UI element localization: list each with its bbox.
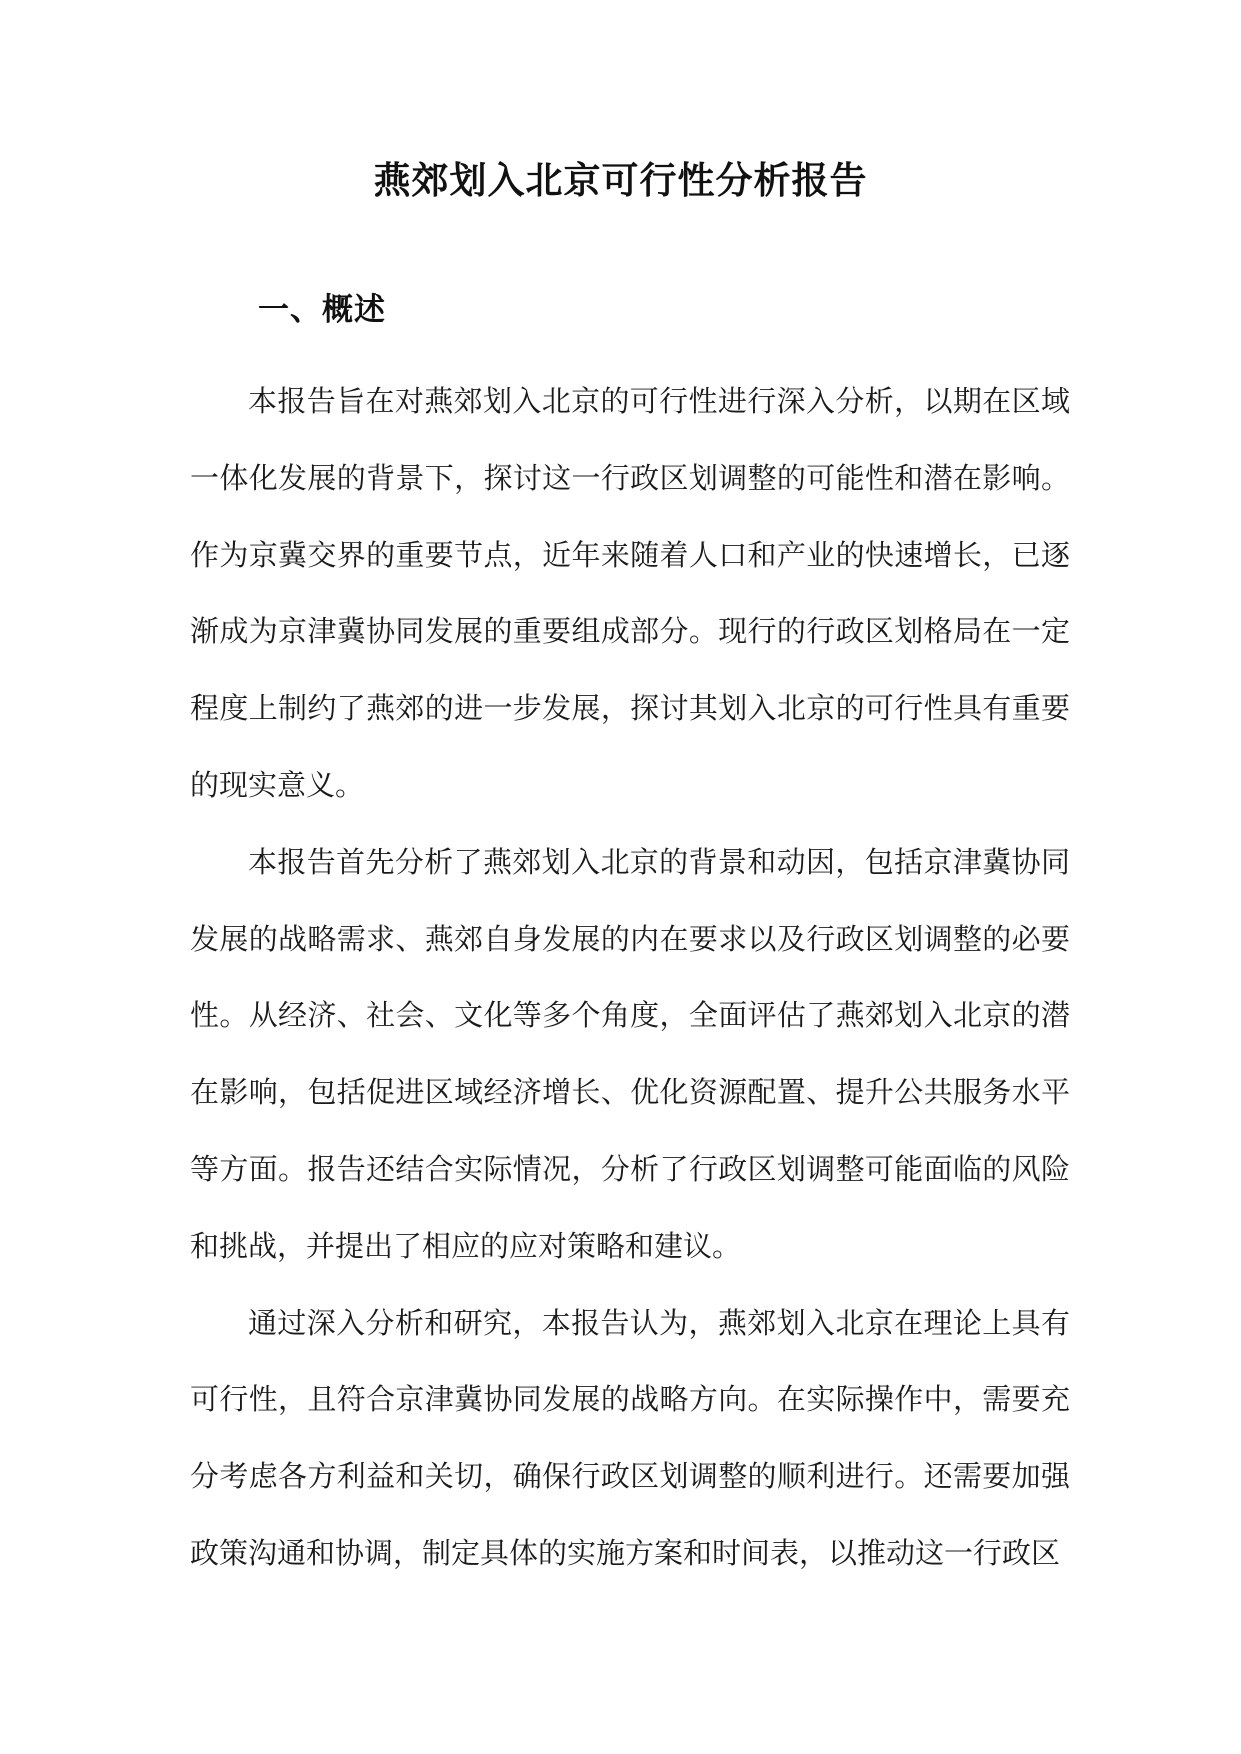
body-paragraph: 本报告首先分析了燕郊划入北京的背景和动因，包括京津冀协同发展的战略需求、燕郊自身发展的内在要求以及行政区划调整的必要性。从经济、社会、文化等多个角度，全面评估了燕郊划入北京的潜在影响，包括促进区域经济增长、优化资源配置、提升公共服务水平等方面。报告还结合实际情况，分析了行政区划调整可能面临的风险和挑战，并提出了相应的应对策略和建议。 — [190, 844, 1070, 1263]
body-paragraph: 本报告旨在对燕郊划入北京的可行性进行深入分析，以期在区域一体化发展的背景下，探讨这一行政区划调整的可能性和潜在影响。作为京冀交界的重要节点，近年来随着人口和产业的快速增长，已逐渐成为京津冀协同发展的重要组成部分。现行的行政区划格局在一定程度上制约了燕郊的进一步发展，探讨其划入北京的可行性具有重要的现实意义。 — [190, 384, 1070, 802]
section-heading: 一、概述 — [258, 292, 386, 328]
document-body — [190, 363, 1070, 1592]
document-title: 燕郊划入北京可行性分析报告 — [373, 159, 868, 202]
body-paragraph: 通过深入分析和研究，本报告认为，燕郊划入北京在理论上具有可行性，且符合京津冀协同发展的战略方向。在实际操作中，需要充分考虑各方利益和关切，确保行政区划调整的顺利进行。还需要加强政策沟通和协调，制定具体的实施方案和时间表，以推动这一行政区 — [190, 1305, 1070, 1570]
